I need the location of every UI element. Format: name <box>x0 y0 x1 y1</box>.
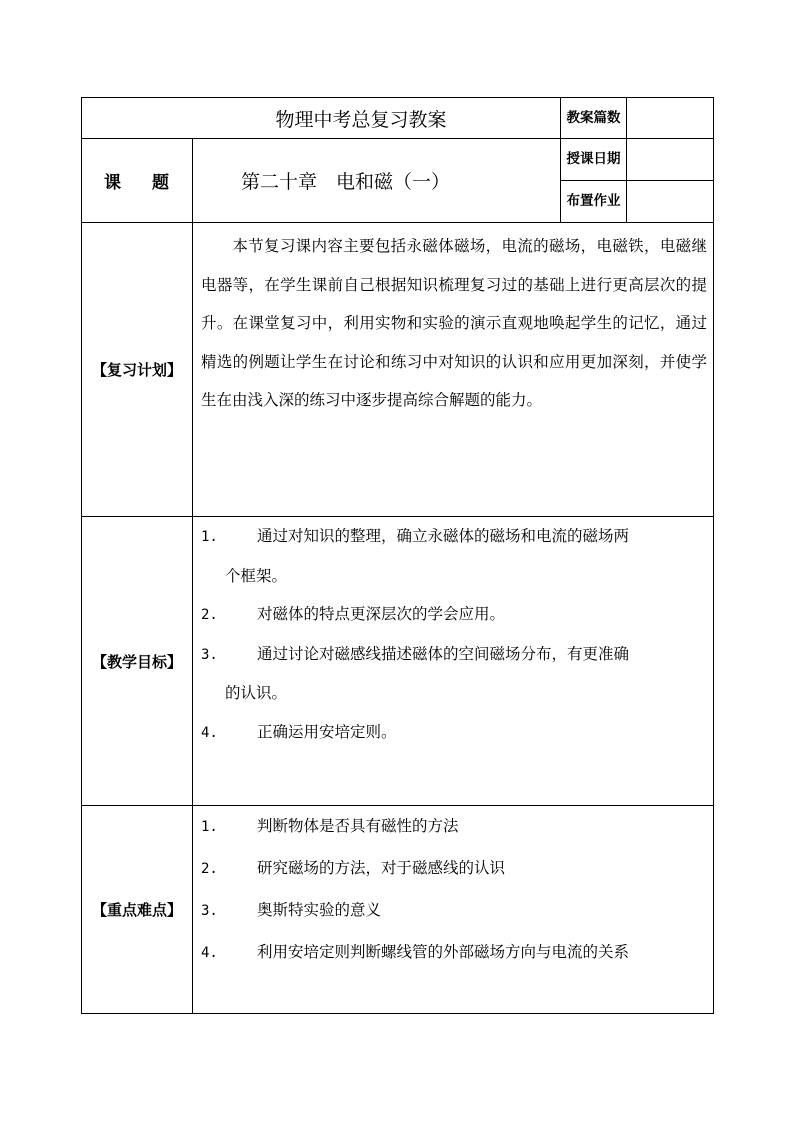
topic-row-1 <box>82 139 714 181</box>
list-item: 3. 奥斯特实验的意义 <box>201 901 382 919</box>
list-item: 4. 正确运用安培定则。 <box>201 722 397 741</box>
list-item: 1. 通过对知识的整理，确立永磁体的磁场和电流的磁场两 个框架。 <box>201 527 630 585</box>
review-plan-text: 本节复习课内容主要包括永磁体磁场，电流的磁场，电磁铁，电磁继电器等，在学生课前自己根据知识梳理复习过的基础上进行更高层次的提升。在课堂复习中，利用实物和实验的演示直观地唤起学生的记忆，通过精选的例题让学生在讨论和练习中对知识的认识和应用更加深刻，并使学生在由浅入深的练习中逐步提高综合解题的能力。 <box>201 237 708 409</box>
title-row <box>82 98 714 139</box>
topic-text: 第二十章 电和磁（一） <box>193 139 561 223</box>
lesson-plan-table <box>81 97 714 1014</box>
field-value-homework[interactable] <box>627 181 714 223</box>
review-plan-label: 【复习计划】 <box>82 223 193 517</box>
list-item: 2. 研究磁场的方法，对于磁感线的认识 <box>201 859 506 877</box>
list-item: 4. 利用安培定则判断螺线管的外部磁场方向与电流的关系 <box>201 943 630 961</box>
field-value-lesson-count[interactable] <box>627 98 714 139</box>
document-title-cell <box>82 98 561 139</box>
field-label-lesson-count: 教案篇数 <box>561 98 627 139</box>
list-item: 2. 对磁体的特点更深层次的学会应用。 <box>201 605 506 623</box>
list-item: 1. 判断物体是否具有磁性的方法 <box>201 817 459 835</box>
document-title: 物理中考总复习教案 <box>275 108 447 131</box>
review-plan-text-cell <box>193 223 714 517</box>
field-label-homework: 布置作业 <box>561 181 627 223</box>
key-points-list <box>193 806 714 1014</box>
key-points-label: 【重点难点】 <box>82 806 193 1014</box>
teaching-goals-row <box>82 517 714 806</box>
list-item: 3. 通过讨论对磁感线描述磁体的空间磁场分布，有更准确 的认识。 <box>201 644 630 702</box>
teaching-goals-label: 【教学目标】 <box>82 517 193 806</box>
review-plan-row <box>82 223 714 517</box>
teaching-goals-list <box>193 517 714 806</box>
topic-label: 课 题 <box>82 139 193 223</box>
field-label-lesson-date: 授课日期 <box>561 139 627 181</box>
key-points-row <box>82 806 714 1014</box>
field-value-lesson-date[interactable] <box>627 139 714 181</box>
